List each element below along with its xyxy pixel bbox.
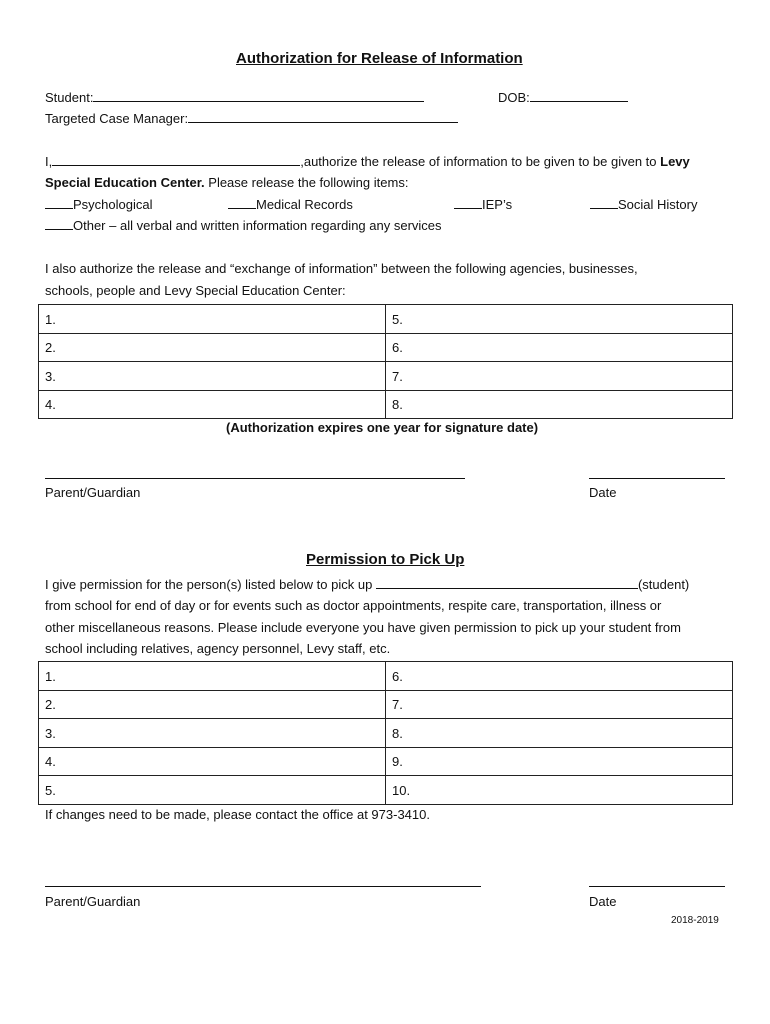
table-cell[interactable]: 9. (386, 748, 733, 776)
center-name-part2: Special Education Center. (45, 175, 205, 190)
table-row (39, 362, 733, 391)
pickup-title: Permission to Pick Up (306, 551, 465, 568)
pickup-line-1-suffix: (student) (637, 577, 690, 592)
table-cell[interactable]: 6. (386, 662, 733, 691)
table-cell[interactable]: 7. (386, 691, 733, 719)
date-label: Date (589, 485, 617, 500)
pickup-line-1-prefix: I give permission for the person(s) listed below to pick up (45, 577, 373, 592)
table-cell[interactable]: 3. (39, 719, 386, 748)
parent-guardian-label-2: Parent/Guardian (45, 894, 141, 909)
table-row (39, 334, 733, 362)
table-cell[interactable]: 7. (386, 362, 733, 391)
table-cell[interactable]: 4. (39, 391, 386, 419)
form-year: 2018-2019 (671, 915, 719, 926)
table-cell[interactable]: 1. (39, 305, 386, 334)
table-row (39, 391, 733, 419)
table-cell[interactable]: 4. (39, 748, 386, 776)
table-row (39, 719, 733, 748)
iep-check-field[interactable] (454, 196, 482, 209)
pickup-student-field[interactable] (376, 576, 638, 589)
case-manager-field[interactable] (188, 110, 458, 123)
table-cell[interactable]: 5. (386, 305, 733, 334)
item-other (45, 217, 442, 233)
pickup-line-4: school including relatives, agency personnel, Levy staff, etc. (45, 641, 391, 656)
student-label: Student: (45, 90, 94, 105)
iep-label: IEP’s (482, 197, 513, 212)
table-cell[interactable]: 8. (386, 719, 733, 748)
authorization-title: Authorization for Release of Information (236, 50, 523, 67)
exchange-line-1: I also authorize the release and “exchange of information” between the following agencies, businesses, (45, 261, 638, 276)
pickup-line-3: other miscellaneous reasons. Please include everyone you have given permission to pick up your student from (45, 620, 681, 635)
parent-guardian-label: Parent/Guardian (45, 485, 141, 500)
social-check-field[interactable] (590, 196, 618, 209)
parent-signature-line[interactable] (45, 478, 465, 479)
expiry-note: (Authorization expires one year for signature date) (226, 420, 539, 435)
table-row (39, 748, 733, 776)
item-psychological (45, 196, 153, 212)
exchange-line-2: schools, people and Levy Special Education Center: (45, 283, 346, 298)
item-social (590, 196, 697, 212)
item-iep (454, 196, 512, 212)
date-signature-line-2[interactable] (589, 886, 725, 887)
table-cell[interactable]: 6. (386, 334, 733, 362)
case-manager-row (45, 110, 458, 126)
psychological-check-field[interactable] (45, 196, 73, 209)
dob-label: DOB: (498, 90, 530, 105)
table-cell[interactable]: 2. (39, 691, 386, 719)
pickup-table (38, 661, 733, 805)
dob-row (498, 89, 628, 105)
table-cell[interactable]: 2. (39, 334, 386, 362)
date-label-2: Date (589, 894, 617, 909)
other-label: Other – all verbal and written information regarding any services (73, 218, 442, 233)
table-row (39, 662, 733, 691)
authorize-text: ,authorize the release of information to be given to be given to (300, 154, 657, 169)
student-name-field[interactable] (93, 89, 424, 102)
table-cell[interactable]: 3. (39, 362, 386, 391)
case-manager-label: Targeted Case Manager: (45, 111, 189, 126)
social-label: Social History (618, 197, 698, 212)
date-signature-line[interactable] (589, 478, 725, 479)
table-cell[interactable]: 10. (386, 776, 733, 805)
student-row (45, 89, 424, 105)
agencies-table (38, 304, 733, 419)
contact-note: If changes need to be made, please contact the office at 973-3410. (45, 807, 430, 822)
release-row (45, 175, 408, 190)
authorize-prefix: I, (45, 154, 53, 169)
table-cell[interactable]: 1. (39, 662, 386, 691)
center-name-part1: Levy (660, 154, 690, 169)
pickup-line-2: from school for end of day or for events such as doctor appointments, respite care, transportation, illness or (45, 598, 662, 613)
item-medical (228, 196, 353, 212)
table-row (39, 305, 733, 334)
pickup-line-1 (45, 576, 689, 592)
release-text: Please release the following items: (204, 175, 409, 190)
dob-field[interactable] (530, 89, 628, 102)
table-cell[interactable]: 8. (386, 391, 733, 419)
table-row (39, 691, 733, 719)
authorizer-name-field[interactable] (52, 153, 300, 166)
medical-check-field[interactable] (228, 196, 256, 209)
authorize-row (45, 153, 690, 169)
parent-signature-line-2[interactable] (45, 886, 481, 887)
table-cell[interactable]: 5. (39, 776, 386, 805)
table-row (39, 776, 733, 805)
other-check-field[interactable] (45, 217, 73, 230)
medical-label: Medical Records (256, 197, 353, 212)
psychological-label: Psychological (73, 197, 153, 212)
